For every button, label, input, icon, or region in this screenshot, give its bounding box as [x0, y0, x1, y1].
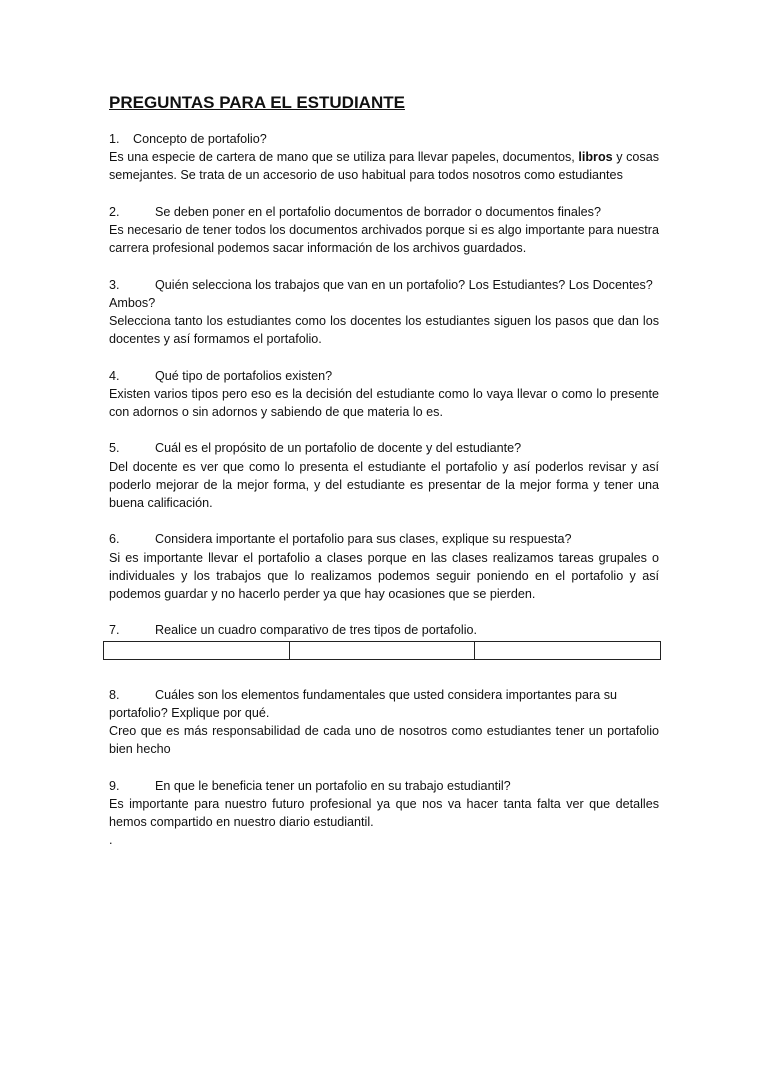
question-text: Se deben poner en el portafolio documentos de borrador o documentos finales?: [155, 204, 601, 219]
question-number: 4.: [109, 368, 120, 383]
question-9: [109, 777, 659, 795]
question-number: 6.: [109, 532, 120, 547]
table-cell: [104, 641, 290, 659]
question-text: Qué tipo de portafolios existen?: [155, 368, 333, 383]
table-row: [104, 641, 661, 659]
page-title: PREGUNTAS PARA EL ESTUDIANTE: [109, 93, 405, 112]
question-5: [109, 439, 659, 457]
question-1: [109, 130, 659, 148]
question-3: [109, 276, 659, 312]
answer-4: Existen varios tipos pero eso es la decisión del estudiante como lo vaya llevar o como lo presente con adornos o sin adornos y sabiendo de que materia lo es.: [109, 386, 659, 419]
question-number: 8.: [109, 687, 120, 702]
question-number: 9.: [109, 778, 120, 793]
question-text: Cuáles son los elementos fundamentales que usted considera importantes para su portafolio? Explique por qué.: [109, 687, 618, 720]
question-number: 3.: [109, 277, 120, 292]
answer-3: Selecciona tanto los estudiantes como los docentes los estudiantes siguen los pasos que dan los docentes y así formamos el portafolio.: [109, 314, 659, 347]
comparison-table: [103, 641, 661, 660]
table-cell: [475, 641, 661, 659]
question-text: En que le beneficia tener un portafolio en su trabajo estudiantil?: [155, 778, 511, 793]
answer-text: Es una especie de cartera de mano que se utiliza para llevar papeles, documentos,: [109, 150, 579, 165]
answer-1: [109, 148, 659, 184]
question-4: [109, 367, 659, 385]
question-text: Considera importante el portafolio para sus clases, explique su respuesta?: [155, 532, 572, 547]
question-number: 7.: [109, 623, 120, 638]
answer-8: Creo que es más responsabilidad de cada uno de nosotros como estudiantes tener un portafolio bien hecho: [109, 724, 659, 757]
question-number: 1.: [109, 132, 120, 146]
answer-5: Del docente es ver que como lo presenta el estudiante el portafolio y así poderlos revisar y así poderlo mejorar de la mejor forma, y del estudiante es presentar de la mejor forma y tener una buena calificación.: [109, 459, 659, 510]
question-number: 5.: [109, 441, 120, 456]
table-cell: [289, 641, 475, 659]
question-text: Quién selecciona los trabajos que van en un portafolio? Los Estudiantes? Los Docentes? Ambos?: [109, 277, 653, 310]
question-6: [109, 530, 659, 548]
question-7: [109, 621, 659, 639]
question-number: 2.: [109, 204, 120, 219]
answer-9: Es importante para nuestro futuro profesional ya que nos va hacer tanta falta ver que detalles hemos compartido en nuestro diario estudiantil.: [109, 796, 659, 829]
question-text: Cuál es el propósito de un portafolio de docente y del estudiante?: [155, 441, 522, 456]
question-text: Concepto de portafolio?: [133, 132, 267, 146]
answer-2: Es necesario de tener todos los documentos archivados porque si es algo importante para nuestra carrera profesional podemos sacar información de los archivos guardados.: [109, 223, 659, 256]
answer-text: y cosas semejantes. Se trata de un accesorio de uso habitual para todos nosotros como estudiantes: [109, 150, 659, 183]
answer-bold-word: libros: [578, 150, 613, 165]
question-2: [109, 203, 659, 221]
question-8: [109, 686, 659, 722]
question-text: Realice un cuadro comparativo de tres tipos de portafolio.: [155, 623, 478, 638]
answer-6: Si es importante llevar el portafolio a clases porque en las clases realizamos tareas grupales o individuales y los trabajos que lo realizamos podemos seguir poniendo en el portafolio y así podemos guardar y no hacerlo perder ya que hay ocasiones que se pierden.: [109, 550, 659, 601]
document-page: [109, 92, 659, 849]
trailing-mark: .: [109, 833, 113, 848]
